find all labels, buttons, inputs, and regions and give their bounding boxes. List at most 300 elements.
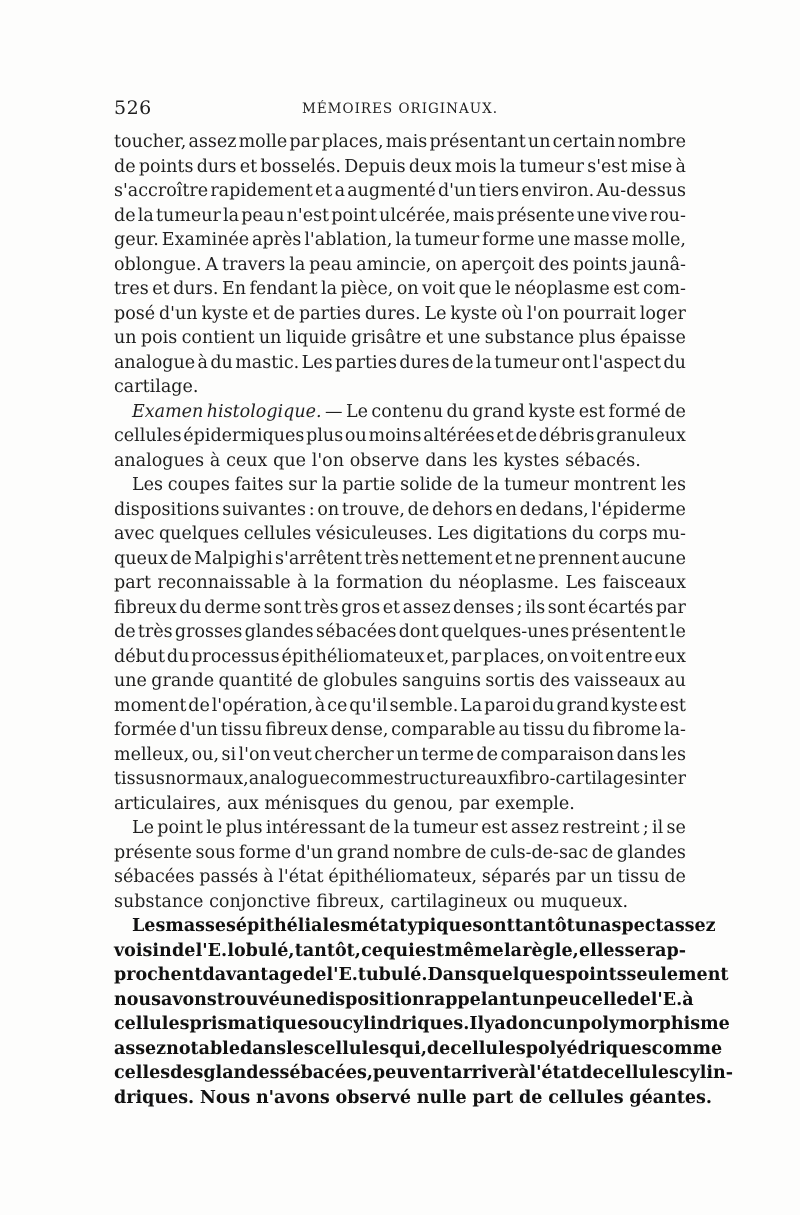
- word: de: [664, 867, 686, 887]
- text-line: [114, 988, 694, 1013]
- word: un: [527, 132, 551, 152]
- word: globules: [322, 671, 398, 691]
- word: dense,: [330, 720, 389, 740]
- word: s'arrêtent: [275, 548, 363, 569]
- word: structure: [393, 769, 477, 789]
- word: du: [166, 646, 190, 667]
- word: à: [518, 1063, 530, 1083]
- word: Le: [132, 818, 154, 838]
- word: part: [114, 573, 152, 593]
- word: l'aspect: [592, 352, 662, 373]
- text-line: [114, 718, 686, 743]
- word: l'on: [526, 303, 560, 324]
- word: dures: [399, 352, 450, 373]
- word: d'un: [158, 303, 198, 324]
- word: altérées: [423, 426, 495, 446]
- word: est: [415, 940, 445, 961]
- word: de: [580, 1063, 604, 1083]
- word: très: [303, 597, 339, 618]
- word: de: [591, 842, 614, 863]
- word: aperçoit: [461, 254, 535, 275]
- word: on: [317, 499, 340, 520]
- word: A: [205, 254, 219, 275]
- word: l'E.: [195, 940, 228, 961]
- text-line: [114, 1037, 723, 1062]
- word: par: [459, 793, 490, 814]
- word: y: [484, 1014, 495, 1034]
- word: queux: [114, 548, 168, 569]
- word: Le: [345, 401, 368, 422]
- word: de: [407, 499, 430, 520]
- word: comme: [651, 1038, 723, 1059]
- word: kyste: [528, 401, 576, 422]
- word: nettement: [401, 548, 493, 569]
- word: peuvent: [372, 1063, 452, 1083]
- word: l'E.: [650, 989, 683, 1010]
- word: parties: [334, 352, 397, 373]
- word: n'est: [286, 205, 330, 226]
- word: grande: [151, 671, 215, 691]
- word: sébacées: [315, 622, 397, 642]
- word: tantôt: [514, 916, 575, 936]
- text-line: [114, 694, 686, 719]
- word: seulement: [626, 965, 729, 985]
- word: grisâtre: [351, 328, 422, 348]
- word: où: [501, 303, 524, 324]
- word: de: [368, 818, 391, 838]
- word: travers: [221, 254, 286, 275]
- word: assez: [114, 1038, 167, 1059]
- text-line: [114, 963, 729, 988]
- text-line: [114, 645, 686, 670]
- word: parties: [299, 303, 361, 324]
- word: épithéliomateux: [281, 646, 425, 667]
- word: analogue: [114, 352, 196, 373]
- word: environ.: [521, 181, 595, 201]
- text-line: [114, 253, 686, 278]
- word: ;: [516, 597, 523, 618]
- word: exemple.: [494, 793, 575, 814]
- text-line: [114, 743, 686, 768]
- word: contenu: [371, 401, 443, 422]
- word: même: [444, 940, 504, 961]
- word: écartés: [588, 597, 654, 618]
- word: deux: [408, 156, 452, 177]
- word: trouvé: [216, 989, 280, 1010]
- word: chercher: [314, 744, 394, 765]
- word: aux: [476, 769, 508, 789]
- word: Dans: [427, 965, 477, 985]
- word: mais: [452, 205, 495, 226]
- word: de: [171, 940, 196, 961]
- word: et: [382, 597, 401, 618]
- word: la: [499, 156, 516, 177]
- word: com-: [643, 279, 686, 299]
- word: inter: [643, 769, 686, 789]
- word: du: [210, 352, 233, 373]
- word: est: [481, 818, 508, 838]
- word: peu: [545, 989, 582, 1010]
- word: Nous: [199, 1087, 251, 1108]
- word: processus: [191, 646, 280, 667]
- word: assez: [188, 132, 237, 152]
- text-line: [114, 204, 686, 229]
- word: de: [114, 205, 136, 226]
- word: un: [114, 328, 137, 348]
- word: géantes.: [629, 1087, 713, 1108]
- word: de: [664, 401, 686, 422]
- word: de: [114, 156, 136, 177]
- word: on: [435, 254, 458, 275]
- word: assez: [510, 818, 559, 838]
- text-line: [114, 792, 686, 817]
- word: elles: [578, 940, 625, 961]
- word: cylin-: [678, 1063, 734, 1083]
- word: une: [447, 328, 481, 348]
- word: et,: [426, 646, 450, 667]
- word: métatypiques: [350, 916, 483, 936]
- word: présentant: [429, 132, 526, 152]
- word: point: [157, 818, 203, 838]
- word: sont: [547, 597, 586, 618]
- word: cellules: [548, 1087, 624, 1108]
- word: tumeur: [413, 818, 478, 838]
- word: driques.: [114, 1087, 195, 1108]
- word: terme: [421, 744, 474, 765]
- word: de: [303, 965, 327, 985]
- text-line: [114, 669, 686, 694]
- word: et: [494, 548, 513, 569]
- running-head: MÉMOIRES ORIGINAUX.: [302, 101, 498, 117]
- text-line: [114, 277, 686, 302]
- word: amincie,: [356, 254, 432, 275]
- word: Les: [565, 573, 597, 593]
- word: lobulé,: [227, 940, 295, 961]
- word: la: [395, 230, 412, 250]
- word: Malpighi: [193, 548, 273, 569]
- word: cylindriques.: [342, 1014, 470, 1034]
- word: ou: [513, 891, 535, 912]
- word: articulaires,: [114, 793, 222, 814]
- word: l'on: [311, 450, 344, 471]
- text-line: [114, 620, 686, 645]
- word: du: [567, 720, 590, 740]
- word: aux: [227, 793, 259, 814]
- text-line: [114, 179, 686, 204]
- word: granuleux: [596, 426, 686, 446]
- word: places,: [483, 646, 545, 667]
- word: rapidement: [210, 181, 313, 201]
- word: quelques-unes: [441, 622, 570, 642]
- text-line: [114, 939, 686, 964]
- word: grosses: [174, 622, 243, 642]
- word: substance: [484, 328, 575, 348]
- word: a: [494, 1014, 506, 1034]
- word: analogue: [248, 769, 330, 789]
- page-header: [114, 95, 686, 125]
- text-line: [114, 351, 686, 376]
- word: les: [660, 475, 686, 495]
- word: de: [273, 303, 296, 324]
- word: est: [613, 279, 640, 299]
- word: celle: [581, 989, 628, 1010]
- word: faisceaux: [602, 573, 686, 593]
- word: fibrome: [592, 720, 662, 740]
- word: un: [590, 867, 613, 887]
- word: donc: [505, 1014, 554, 1034]
- word: dont: [398, 622, 439, 642]
- word: à: [682, 989, 694, 1010]
- word: paroi: [484, 695, 531, 716]
- word: à: [675, 156, 686, 177]
- text-line: [114, 375, 686, 400]
- text-line: [114, 473, 686, 498]
- word: cellules: [243, 524, 312, 544]
- word: semble.: [389, 695, 459, 716]
- word: contient: [181, 328, 255, 348]
- word: du: [364, 793, 388, 814]
- word: forme: [482, 230, 535, 250]
- text-line: [114, 865, 686, 890]
- word: suivantes: [222, 499, 307, 520]
- word: de: [451, 352, 474, 373]
- word: de: [464, 842, 487, 863]
- word: digitations: [472, 524, 568, 544]
- word: mais: [385, 132, 428, 152]
- text-line: [114, 1061, 734, 1086]
- text-line: [114, 890, 686, 915]
- word: rap-: [645, 940, 686, 961]
- word: points: [138, 156, 194, 177]
- word: s'accroître: [114, 181, 209, 201]
- word: assez: [402, 597, 451, 618]
- word: et: [152, 279, 170, 299]
- word: Les: [301, 352, 333, 373]
- word: ont: [561, 352, 591, 373]
- word: mois: [454, 156, 497, 177]
- word: kyste: [201, 303, 249, 324]
- page-number: 526: [114, 97, 152, 119]
- word: en: [495, 499, 518, 520]
- word: dans: [425, 450, 468, 471]
- word: formé: [608, 401, 661, 422]
- word: durs.: [173, 279, 219, 299]
- word: on: [546, 646, 569, 667]
- word: la: [321, 475, 338, 495]
- word: voit: [422, 279, 456, 299]
- word: ou: [317, 1014, 343, 1034]
- word: avons: [160, 989, 217, 1010]
- word: très: [364, 548, 400, 569]
- word: un: [396, 744, 419, 765]
- text-line: [114, 302, 686, 327]
- word: la: [393, 818, 410, 838]
- word: cellules: [313, 1038, 390, 1059]
- word: tantôt,: [294, 940, 361, 961]
- word: tumeur: [504, 475, 570, 495]
- word: kyste: [450, 303, 498, 324]
- word: gros: [341, 597, 381, 618]
- word: ceux: [226, 450, 268, 471]
- word: il: [652, 818, 664, 838]
- word: La: [460, 695, 483, 716]
- word: nulle: [416, 1087, 467, 1108]
- word: melleux,: [114, 744, 190, 765]
- word: sanguins: [401, 671, 481, 691]
- word: aspect: [600, 916, 664, 936]
- word: Examinée: [161, 230, 250, 250]
- word: quelques: [158, 524, 240, 544]
- word: les: [660, 744, 686, 765]
- word: davantage: [202, 965, 304, 985]
- word: glandes: [616, 842, 686, 863]
- word: tissu: [220, 720, 263, 740]
- word: que: [458, 279, 492, 299]
- word: dans: [616, 744, 659, 765]
- word: dehors: [431, 499, 493, 520]
- word: séparés: [481, 867, 551, 887]
- word: molle: [238, 132, 288, 152]
- word: du: [663, 352, 686, 373]
- text-line: [114, 596, 686, 621]
- word: et: [239, 156, 258, 177]
- word: observé: [335, 1087, 411, 1108]
- word: culs-de-sac: [489, 842, 589, 863]
- word: par: [555, 867, 586, 887]
- word: une: [279, 989, 317, 1010]
- word: intéressant: [265, 818, 366, 838]
- word: points: [572, 254, 628, 275]
- word: mu-: [652, 524, 686, 544]
- word: ;: [642, 818, 649, 838]
- word: :: [308, 499, 315, 520]
- word: montrent: [573, 475, 657, 495]
- word: pois: [140, 328, 178, 348]
- word: règle,: [522, 940, 579, 961]
- word: Examen: [132, 401, 204, 422]
- word: par: [451, 646, 482, 667]
- text-line: [114, 424, 686, 449]
- word: de: [426, 1038, 451, 1059]
- word: moment: [114, 695, 187, 716]
- word: masses: [165, 916, 236, 936]
- word: de: [515, 426, 538, 446]
- word: normaux,: [164, 769, 249, 789]
- word: un: [519, 989, 546, 1010]
- word: coupes: [167, 475, 230, 495]
- word: à: [296, 573, 308, 593]
- word: comparable: [391, 720, 496, 740]
- word: Au-dessus: [596, 181, 686, 201]
- word: s'est: [587, 156, 628, 177]
- word: conjonctive: [209, 891, 311, 912]
- word: de: [519, 1087, 543, 1108]
- text-line: [114, 522, 686, 547]
- word: tumeur: [519, 156, 585, 177]
- word: dans: [239, 1038, 287, 1059]
- word: par: [655, 597, 686, 618]
- text-line: [114, 914, 716, 939]
- word: la: [313, 573, 330, 593]
- word: cartilagineux: [390, 891, 508, 912]
- word: Le: [424, 303, 447, 324]
- word: bosselés.: [260, 156, 341, 177]
- word: celles: [114, 1063, 171, 1083]
- word: histologique.: [206, 401, 322, 422]
- text-line: [114, 816, 686, 841]
- word: par: [289, 132, 320, 152]
- word: Les: [132, 916, 166, 936]
- word: cellules: [450, 1038, 526, 1059]
- word: l'épiderme: [591, 499, 686, 520]
- word: présente: [496, 205, 575, 226]
- word: nous: [114, 989, 161, 1010]
- word: débris: [538, 426, 595, 446]
- word: des: [539, 671, 570, 691]
- word: prismatiques: [189, 1014, 318, 1034]
- word: les: [472, 450, 498, 471]
- word: que: [273, 450, 306, 471]
- word: point: [331, 205, 377, 226]
- word: analogues: [114, 450, 205, 471]
- text-line: [114, 130, 686, 155]
- word: certain: [552, 132, 616, 152]
- word: peau: [309, 254, 353, 275]
- word: l'opération,: [211, 695, 314, 716]
- word: sortis: [485, 671, 535, 691]
- word: épaisse: [619, 328, 686, 348]
- word: vaisseaux: [574, 671, 660, 691]
- word: ou: [344, 426, 367, 446]
- word: est: [659, 695, 686, 716]
- word: la: [223, 205, 240, 226]
- word: passés: [199, 867, 259, 887]
- word: toucher,: [114, 132, 187, 152]
- word: muqueux.: [540, 891, 629, 912]
- word: une: [576, 205, 610, 226]
- word: qui,: [389, 1038, 427, 1059]
- word: sébacées: [114, 867, 195, 887]
- word: grand: [472, 401, 525, 422]
- word: la: [475, 352, 492, 373]
- body-text: [114, 130, 734, 1110]
- word: vive: [611, 205, 648, 226]
- word: avec: [114, 524, 155, 544]
- word: de: [296, 671, 319, 691]
- word: moins: [368, 426, 422, 446]
- word: ou,: [191, 744, 220, 765]
- text-line: [114, 767, 686, 792]
- word: d'un: [179, 720, 218, 740]
- word: tumeur: [494, 352, 560, 373]
- word: du: [179, 597, 202, 618]
- word: entre: [605, 646, 653, 667]
- word: si: [221, 744, 237, 765]
- word: un: [258, 328, 282, 348]
- word: masse: [573, 230, 629, 250]
- word: voisin: [114, 940, 172, 961]
- word: est: [578, 401, 606, 422]
- word: au: [664, 671, 686, 691]
- word: du: [446, 401, 469, 422]
- word: Les: [437, 524, 469, 544]
- word: grand: [556, 695, 609, 716]
- word: prennent: [538, 548, 620, 569]
- word: assez: [663, 916, 716, 936]
- word: arriver: [451, 1063, 519, 1083]
- word: rou-: [649, 205, 686, 226]
- word: une: [537, 230, 571, 250]
